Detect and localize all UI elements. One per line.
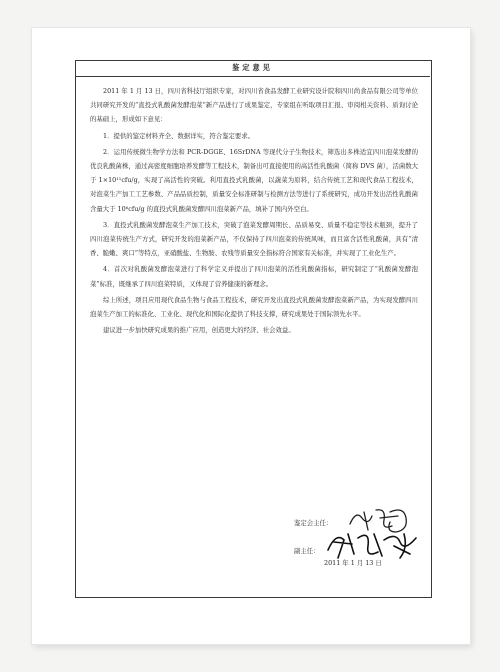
signing-date: 2011 年 1 月 13 日 — [324, 559, 382, 567]
paragraph-recommendation: 建议进一步加快研究成果的推广应用，创造更大的经济、社会效益。 — [103, 326, 295, 335]
vice-chair-label: 副主任： — [294, 547, 320, 555]
chair-label: 鉴定会主任： — [294, 519, 333, 527]
paragraph-item-1: 1．提供的鉴定材料齐全、数据详实，符合鉴定要求。 — [103, 131, 255, 140]
paragraph-summary: 综上所述，项目应用现代食品生物与食品工程技术，研究开发出直投式乳酸菌发酵泡菜新产品，为实现发酵四川泡菜生产加工的标准化、工业化、现代化和国际化提供了科技支撑，研究成果处于国际领先水平。 — [90, 295, 418, 319]
signature-block — [294, 510, 434, 580]
paragraph-intro: 2011 年 1 月 13 日，四川省科技厅组织专家，对四川省食品发酵工业研究设计院和四川尚食品有限公司等单位共同研究开发的“直投式乳酸菌发酵泡菜”新产品进行了成果鉴定，专家组在听取项目汇报、审阅相关资料、质询讨论的基础上，形成如下意见： — [90, 87, 418, 124]
document-body — [90, 84, 418, 339]
paragraph-item-4: 4．首次对乳酸菌发酵泡菜进行了科学定义并提出了四川泡菜的活性乳酸菌指标，研究制定了“乳酸菌发酵泡菜”标准，既继承了四川泡菜特质，又体现了营养健康的新理念。 — [90, 265, 418, 288]
paragraph-item-3: 3．直投式乳酸菌发酵泡菜生产加工技术，突破了泡菜发酵周期长、品质易变、质量不稳定等技术瓶颈，提升了四川泡菜传统生产方式，研究开发的泡菜新产品，不仅保持了四川泡菜的传统风味，而且富含活性乳酸菌，具有“清香、脆嫩、爽口”等特点，亚硝酸盐、生物胺、农残等质量安全指标符合国家有关标准，并实现了工业化生产。 — [90, 220, 418, 258]
document-title: 鉴定意见 — [75, 60, 430, 77]
paragraph-item-2: 2．运用传统微生物学方法和 PCR-DGGE、16SrDNA 等现代分子生物技术，筛选出多株适宜四川泡菜发酵的优良乳酸菌株，通过高密度细胞培养发酵等工程技术，制备出可直接使用的高活性乳酸菌（简称 DVS 菌），活菌数大于 1×10¹¹cfu/g，实现了高活性的突破。利用直投式乳酸菌，以蔬菜为原料，结合传统工艺和现代食品工程技术，对泡菜生产加工工艺参数、产品品质控制，质量安全标准研制与检测方法等进行了系统研究，成功开发出活性乳酸菌含量大于 10⁶cfu/g 的直投式乳酸菌发酵四川泡菜新产品，填补了国内外空白。 — [90, 147, 419, 213]
